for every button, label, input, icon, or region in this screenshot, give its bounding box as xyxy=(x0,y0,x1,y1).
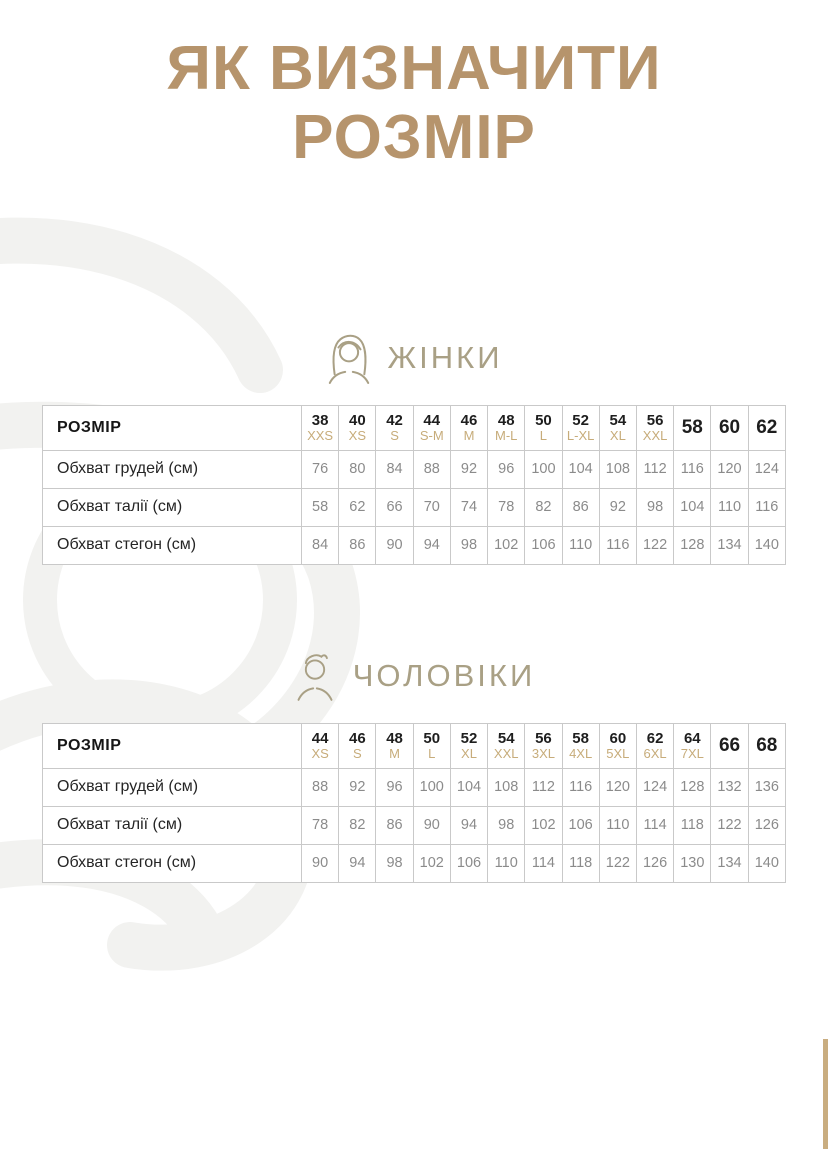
size-column-header xyxy=(674,723,711,768)
measurement-value: 124 xyxy=(748,450,785,488)
size-letter: L xyxy=(539,428,548,444)
measurement-value: 82 xyxy=(339,806,376,844)
measurement-value: 104 xyxy=(450,768,487,806)
size-column-header xyxy=(599,405,636,450)
measurement-value: 96 xyxy=(488,450,525,488)
size-letter: S xyxy=(352,746,362,762)
measurement-value: 110 xyxy=(488,844,525,882)
measurement-value: 102 xyxy=(525,806,562,844)
measurement-label: Обхват грудей (см) xyxy=(43,768,302,806)
size-number: 62 xyxy=(756,416,778,438)
measurement-value: 76 xyxy=(302,450,339,488)
size-number: 60 xyxy=(718,416,741,438)
size-number: 60 xyxy=(609,729,627,747)
measurement-value: 90 xyxy=(376,526,413,564)
size-number: 50 xyxy=(423,729,441,747)
size-number: 44 xyxy=(311,729,329,747)
measurement-value: 132 xyxy=(711,768,748,806)
size-letter: S xyxy=(390,428,399,444)
size-letter: 7XL xyxy=(680,746,704,762)
size-column-header xyxy=(339,723,376,768)
size-column-header xyxy=(562,723,599,768)
measurement-value: 66 xyxy=(376,488,413,526)
measurement-value: 94 xyxy=(450,806,487,844)
women-size-table xyxy=(42,405,786,565)
measurement-value: 134 xyxy=(711,526,748,564)
size-number: 54 xyxy=(497,729,515,747)
men-section-label: ЧОЛОВІКИ xyxy=(352,657,536,693)
accent-edge-strip xyxy=(823,1039,828,1149)
size-number: 56 xyxy=(646,411,664,429)
measurement-value: 62 xyxy=(339,488,376,526)
size-number: 58 xyxy=(572,729,589,747)
size-header-label: РОЗМІР xyxy=(43,405,302,450)
measurement-row xyxy=(43,526,786,564)
size-column-header xyxy=(488,405,525,450)
size-header-label: РОЗМІР xyxy=(43,723,302,768)
size-number: 48 xyxy=(386,729,403,747)
measurement-value: 86 xyxy=(339,526,376,564)
size-number: 68 xyxy=(756,734,778,756)
measurement-value: 122 xyxy=(636,526,673,564)
measurement-value: 110 xyxy=(562,526,599,564)
measurement-label: Обхват стегон (см) xyxy=(43,844,302,882)
size-column-header xyxy=(376,405,413,450)
size-letter: L-XL xyxy=(566,428,595,444)
size-column-header xyxy=(711,723,748,768)
measurement-value: 92 xyxy=(450,450,487,488)
size-column-header xyxy=(636,723,673,768)
measurement-value: 92 xyxy=(339,768,376,806)
size-column-header xyxy=(636,405,673,450)
measurement-value: 90 xyxy=(302,844,339,882)
measurement-value: 116 xyxy=(599,526,636,564)
size-letter: L xyxy=(428,746,436,762)
size-number: 58 xyxy=(681,416,703,438)
size-letter: M-L xyxy=(495,428,518,444)
measurement-row xyxy=(43,488,786,526)
page-title-line2: РОЗМІР xyxy=(292,103,536,173)
size-letter: S-M xyxy=(419,428,444,444)
size-letter: XL xyxy=(461,746,477,762)
measurement-label: Обхват талії (см) xyxy=(43,488,302,526)
size-number: 44 xyxy=(423,411,441,429)
measurement-value: 140 xyxy=(748,844,785,882)
measurement-value: 126 xyxy=(748,806,785,844)
size-column-header xyxy=(450,723,487,768)
women-section-label: ЖІНКИ xyxy=(387,339,503,375)
size-header-row xyxy=(43,405,786,450)
size-column-header xyxy=(599,723,636,768)
measurement-value: 98 xyxy=(488,806,525,844)
measurement-value: 88 xyxy=(413,450,450,488)
measurement-value: 116 xyxy=(562,768,599,806)
measurement-value: 128 xyxy=(674,526,711,564)
measurement-value: 84 xyxy=(302,526,339,564)
size-letter: XL xyxy=(609,428,626,444)
size-number: 64 xyxy=(683,729,701,747)
size-column-header xyxy=(376,723,413,768)
size-number: 40 xyxy=(348,411,366,429)
measurement-value: 88 xyxy=(302,768,339,806)
page-title-line1: ЯК ВИЗНАЧИТИ xyxy=(166,34,662,103)
measurement-value: 126 xyxy=(636,844,673,882)
women-table-wrap xyxy=(0,405,828,565)
measurement-value: 128 xyxy=(674,768,711,806)
measurement-value: 90 xyxy=(413,806,450,844)
size-number: 48 xyxy=(497,411,515,429)
size-letter: M xyxy=(389,746,400,762)
measurement-value: 80 xyxy=(339,450,376,488)
measurement-value: 82 xyxy=(525,488,562,526)
measurement-value: 112 xyxy=(525,768,562,806)
measurement-value: 122 xyxy=(711,806,748,844)
measurement-value: 120 xyxy=(599,768,636,806)
size-letter: 4XL xyxy=(569,746,593,762)
measurement-value: 70 xyxy=(413,488,450,526)
measurement-value: 78 xyxy=(488,488,525,526)
size-letter: XXL xyxy=(493,746,519,762)
size-column-header xyxy=(413,723,450,768)
measurement-value: 58 xyxy=(302,488,339,526)
man-icon xyxy=(293,649,337,703)
measurement-value: 86 xyxy=(562,488,599,526)
size-letter: M xyxy=(463,428,475,444)
size-letter: XS xyxy=(348,428,366,444)
measurement-value: 86 xyxy=(376,806,413,844)
measurement-label: Обхват стегон (см) xyxy=(43,526,302,564)
measurement-value: 84 xyxy=(376,450,413,488)
measurement-row xyxy=(43,768,786,806)
size-number: 54 xyxy=(609,411,627,429)
measurement-value: 106 xyxy=(562,806,599,844)
measurement-row xyxy=(43,806,786,844)
size-column-header xyxy=(562,405,599,450)
size-number: 66 xyxy=(718,734,741,756)
measurement-value: 98 xyxy=(636,488,673,526)
men-size-table xyxy=(42,723,786,883)
measurement-value: 74 xyxy=(450,488,487,526)
measurement-value: 136 xyxy=(748,768,785,806)
measurement-value: 130 xyxy=(674,844,711,882)
size-number: 46 xyxy=(348,729,366,747)
measurement-value: 106 xyxy=(525,526,562,564)
measurement-value: 102 xyxy=(488,526,525,564)
measurement-row xyxy=(43,450,786,488)
measurement-row xyxy=(43,844,786,882)
size-number: 52 xyxy=(460,729,478,747)
measurement-value: 124 xyxy=(636,768,673,806)
measurement-value: 78 xyxy=(302,806,339,844)
size-column-header xyxy=(488,723,525,768)
size-number: 46 xyxy=(460,411,478,429)
women-section-heading xyxy=(0,331,828,385)
size-number: 38 xyxy=(311,411,329,429)
size-column-header xyxy=(525,723,562,768)
men-table-wrap xyxy=(0,723,828,883)
measurement-value: 98 xyxy=(450,526,487,564)
size-column-header xyxy=(674,405,711,450)
measurement-value: 140 xyxy=(748,526,785,564)
measurement-value: 116 xyxy=(748,488,785,526)
measurement-value: 92 xyxy=(599,488,636,526)
measurement-value: 108 xyxy=(488,768,525,806)
measurement-value: 100 xyxy=(413,768,450,806)
measurement-label: Обхват грудей (см) xyxy=(43,450,302,488)
measurement-value: 102 xyxy=(413,844,450,882)
measurement-value: 114 xyxy=(636,806,673,844)
size-column-header xyxy=(711,405,748,450)
measurement-value: 118 xyxy=(562,844,599,882)
size-number: 62 xyxy=(646,729,664,747)
woman-icon xyxy=(326,331,372,385)
size-number: 50 xyxy=(535,411,552,429)
measurement-value: 110 xyxy=(599,806,636,844)
size-column-header xyxy=(525,405,562,450)
measurement-value: 108 xyxy=(599,450,636,488)
measurement-value: 112 xyxy=(636,450,673,488)
size-column-header xyxy=(302,723,339,768)
size-column-header xyxy=(748,723,785,768)
size-letter: XS xyxy=(311,746,329,762)
measurement-value: 134 xyxy=(711,844,748,882)
measurement-value: 110 xyxy=(711,488,748,526)
page-title xyxy=(20,34,808,173)
size-number: 42 xyxy=(386,411,403,429)
size-column-header xyxy=(302,405,339,450)
size-column-header xyxy=(413,405,450,450)
measurement-value: 104 xyxy=(562,450,599,488)
size-column-header xyxy=(450,405,487,450)
measurement-value: 122 xyxy=(599,844,636,882)
measurement-value: 98 xyxy=(376,844,413,882)
size-letter: 5XL xyxy=(606,746,630,762)
measurement-label: Обхват талії (см) xyxy=(43,806,302,844)
measurement-value: 106 xyxy=(450,844,487,882)
size-letter: 3XL xyxy=(531,746,555,762)
measurement-value: 104 xyxy=(674,488,711,526)
size-column-header xyxy=(339,405,376,450)
size-letter: XXS xyxy=(307,428,334,444)
measurement-value: 116 xyxy=(674,450,711,488)
measurement-value: 94 xyxy=(339,844,376,882)
size-letter: XXL xyxy=(642,428,668,444)
measurement-value: 94 xyxy=(413,526,450,564)
size-header-row xyxy=(43,723,786,768)
measurement-value: 96 xyxy=(376,768,413,806)
size-letter: 6XL xyxy=(643,746,667,762)
size-number: 52 xyxy=(572,411,589,429)
size-column-header xyxy=(748,405,785,450)
measurement-value: 118 xyxy=(674,806,711,844)
measurement-value: 114 xyxy=(525,844,562,882)
men-section-heading xyxy=(0,649,828,703)
measurement-value: 120 xyxy=(711,450,748,488)
measurement-value: 100 xyxy=(525,450,562,488)
size-number: 56 xyxy=(535,729,552,747)
